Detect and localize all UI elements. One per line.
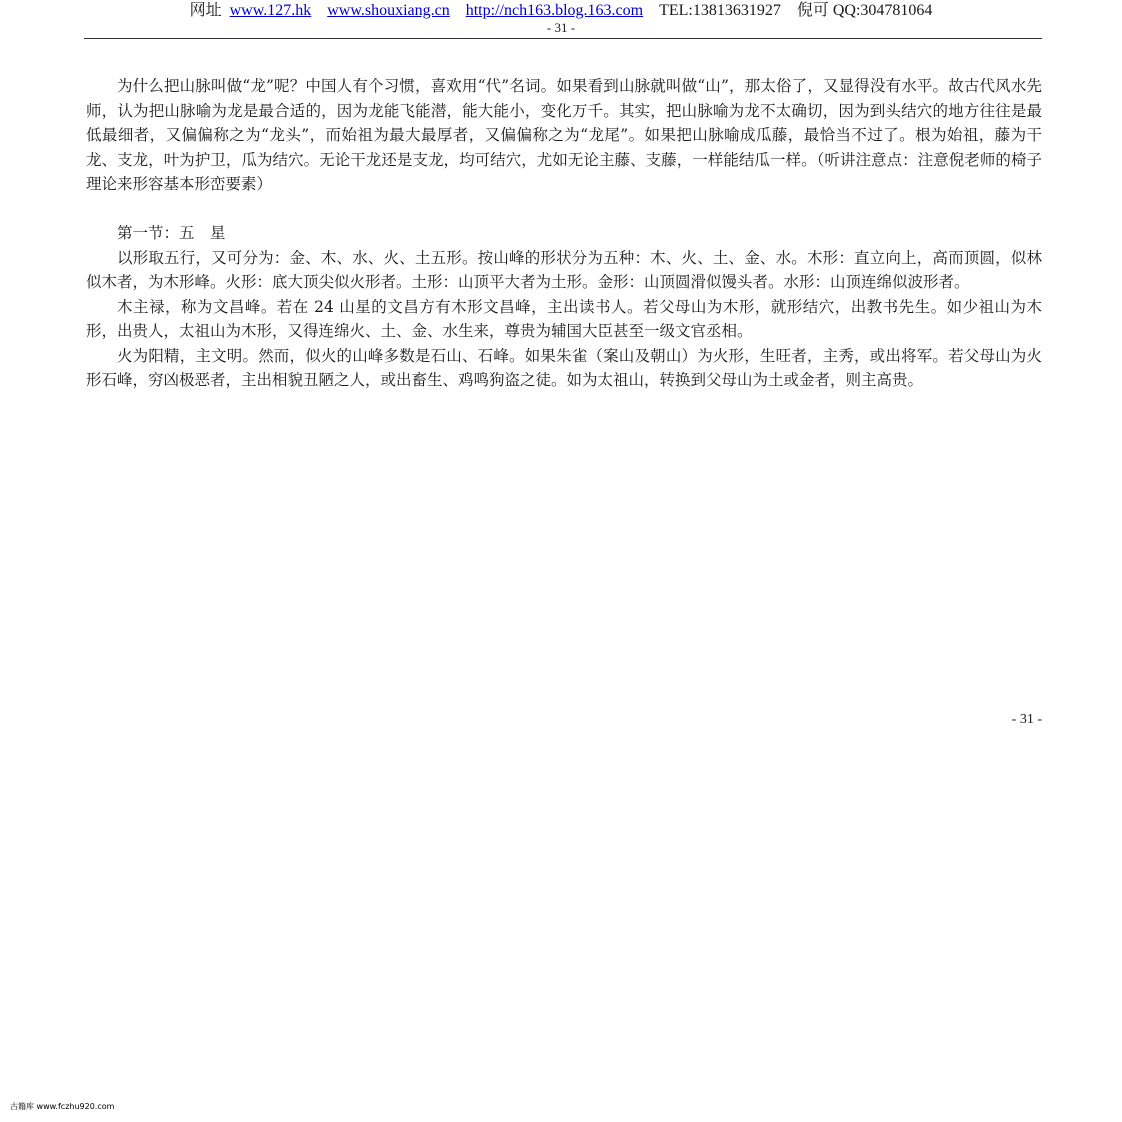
header-link-blog[interactable]: http://nch163.blog.163.com	[465, 2, 644, 19]
watermark: 古籍库 www.fczhu920.com	[10, 1102, 115, 1111]
paragraph-fire: 火为阳精，主文明。然而，似火的山峰多数是石山、石峰。如果朱雀（案山及朝山）为火形，生旺者，主秀，或出将军。若父母山为火形石峰，穷凶极恶者，主出相貌丑陋之人，或出畜生、鸡鸣狗盗之徒。如为太祖山，转换到父母山为土或金者，则主高贵。	[86, 346, 1042, 389]
page-header	[0, 2, 1122, 20]
header-page-number: - 31 -	[546, 20, 576, 35]
header-link-shouxiang[interactable]: www.shouxiang.cn	[327, 2, 450, 19]
header-tel: TEL:13813631927	[659, 2, 781, 19]
paragraph-five-elements: 以形取五行，又可分为：金、木、水、火、土五形。按山峰的形状分为五种：木、火、土、金、水。木形：直立向上，高而顶圆，似林似木者，为木形峰。火形：底大顶尖似火形者。土形：山顶平大者为土形。金形：山顶圆滑似馒头者。水形：山顶连绵似波形者。	[86, 248, 1042, 291]
header-author: 倪可	[796, 2, 829, 19]
header-link-127[interactable]: www.127.hk	[229, 2, 312, 19]
header-qq: QQ:304781064	[832, 2, 933, 19]
paragraph-wood: 木主禄，称为文昌峰。若在 24 山星的文昌方有木形文昌峰，主出读书人。若父母山为木形，就形结穴，出教书先生。如少祖山为木形，出贵人，太祖山为木形，又得连绵火、土、金、水生来，尊贵为辅国大臣甚至一级文官丞相。	[86, 297, 1042, 340]
paragraph-dragon: 为什么把山脉叫做“龙”呢？中国人有个习惯，喜欢用“代”名词。如果看到山脉就叫做“山”，那太俗了，又显得没有水平。故古代风水先师，认为把山脉喻为龙是最合适的，因为龙能飞能潜，能大能小，变化万千。其实，把山脉喻为龙不太确切，因为到头结穴的地方往往是最低最细者，又偏偏称之为“龙头”，而始祖为最大最厚者，又偏偏称之为“龙尾”。如果把山脉喻成瓜藤，最恰当不过了。根为始祖，藤为干龙、支龙，叶为护卫，瓜为结穴。无论干龙还是支龙，均可结穴，尤如无论主藤、支藤，一样能结瓜一样。（听讲注意点：注意倪老师的椅子理论来形容基本形峦要素）	[86, 77, 1042, 193]
document-body	[86, 74, 1042, 393]
site-label: 网址	[189, 2, 222, 19]
header-divider	[84, 38, 1042, 39]
footer-page-number: - 31 -	[1011, 712, 1042, 727]
section-title: 第一节：五 星	[117, 224, 226, 242]
